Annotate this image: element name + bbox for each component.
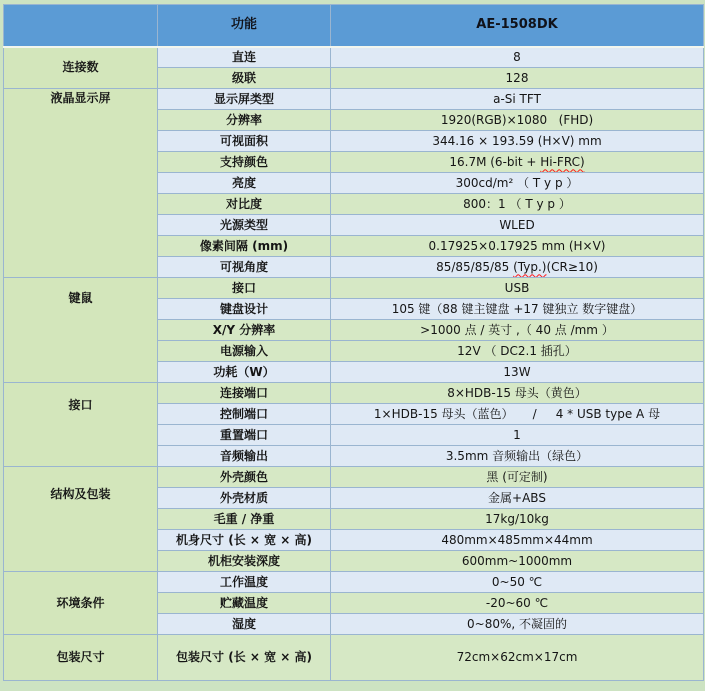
wavy-underline-text: Hi-FRC) (540, 154, 585, 169)
spec-cell: 贮藏温度 (158, 593, 331, 614)
category-cell-ports: 接口 (4, 383, 158, 467)
value-cell: 3.5mm 音频输出（绿色） (331, 446, 704, 467)
value-cell: 12V （ DC2.1 插孔） (331, 341, 704, 362)
spec-cell: 对比度 (158, 194, 331, 215)
spec-cell: 支持颜色 (158, 152, 331, 173)
table-row (4, 47, 704, 68)
table-row (4, 572, 704, 593)
spec-cell: 分辨率 (158, 110, 331, 131)
value-cell: 0.17925×0.17925 mm (H×V) (331, 236, 704, 257)
category-cell-lcd-display: 液晶显示屏 (4, 89, 158, 278)
spec-cell: 亮度 (158, 173, 331, 194)
spec-cell: X/Y 分辨率 (158, 320, 331, 341)
value-cell: 128 (331, 68, 704, 89)
value-cell: 480mm×485mm×44mm (331, 530, 704, 551)
value-cell: 0~80%, 不凝固的 (331, 614, 704, 635)
spec-cell: 音频输出 (158, 446, 331, 467)
value-cell: 8 (331, 47, 704, 68)
spec-cell: 湿度 (158, 614, 331, 635)
value-cell: 105 键（88 键主键盘 +17 键独立 数字键盘） (331, 299, 704, 320)
header-row (4, 5, 704, 47)
spec-cell: 可视面积 (158, 131, 331, 152)
spec-cell: 重置端口 (158, 425, 331, 446)
corner-header-cell (4, 5, 158, 47)
spec-cell: 光源类型 (158, 215, 331, 236)
table-row (4, 278, 704, 299)
spec-cell: 级联 (158, 68, 331, 89)
category-cell-package-size: 包装尺寸 (4, 635, 158, 681)
spec-cell: 显示屏类型 (158, 89, 331, 110)
spec-cell: 机身尺寸 (长 × 宽 × 高) (158, 530, 331, 551)
spec-cell: 直连 (158, 47, 331, 68)
spec-cell: 接口 (158, 278, 331, 299)
table-row (4, 635, 704, 681)
value-cell: USB (331, 278, 704, 299)
column-header-product-model: AE-1508DK (331, 5, 704, 47)
spec-cell: 键盘设计 (158, 299, 331, 320)
spec-cell: 控制端口 (158, 404, 331, 425)
table-row (4, 89, 704, 110)
category-cell-connections: 连接数 (4, 47, 158, 89)
value-cell: 17kg/10kg (331, 509, 704, 530)
category-cell-structure-packaging: 结构及包装 (4, 467, 158, 572)
category-cell-keyboard-mouse: 键鼠 (4, 278, 158, 383)
value-cell: 1920(RGB)×1080 (FHD) (331, 110, 704, 131)
value-cell: 0~50 ℃ (331, 572, 704, 593)
spec-cell: 机柜安装深度 (158, 551, 331, 572)
category-cell-environment: 环境条件 (4, 572, 158, 635)
value-cell: 黑 (可定制) (331, 467, 704, 488)
value-cell: 300cd/m² （ T y p ） (331, 173, 704, 194)
table-row (4, 467, 704, 488)
value-text: 16.7M (6-bit + (449, 154, 541, 169)
value-cell: -20~60 ℃ (331, 593, 704, 614)
wavy-underline-text: (Typ.) (513, 259, 547, 274)
spec-cell: 连接端口 (158, 383, 331, 404)
spec-cell: 毛重 / 净重 (158, 509, 331, 530)
column-header-function: 功能 (158, 5, 331, 47)
value-cell: WLED (331, 215, 704, 236)
value-cell: 金属+ABS (331, 488, 704, 509)
value-cell: 344.16 × 193.59 (H×V) mm (331, 131, 704, 152)
spec-cell: 工作温度 (158, 572, 331, 593)
spec-cell: 像素间隔 (mm) (158, 236, 331, 257)
spec-cell: 外壳材质 (158, 488, 331, 509)
spec-cell: 可视角度 (158, 257, 331, 278)
value-cell: 8×HDB-15 母头（黄色） (331, 383, 704, 404)
value-cell: 1×HDB-15 母头（蓝色） / 4 * USB type A 母 (331, 404, 704, 425)
value-text: 85/85/85/85 (436, 259, 514, 274)
spec-table (3, 4, 704, 681)
value-text: (CR≥10) (546, 259, 598, 274)
value-cell: a-Si TFT (331, 89, 704, 110)
value-cell: 72cm×62cm×17cm (331, 635, 704, 681)
spec-cell: 外壳颜色 (158, 467, 331, 488)
value-cell (331, 152, 704, 173)
value-cell: 1 (331, 425, 704, 446)
value-cell: 13W (331, 362, 704, 383)
value-cell: 600mm~1000mm (331, 551, 704, 572)
value-cell (331, 257, 704, 278)
spec-cell: 功耗（W） (158, 362, 331, 383)
table-row (4, 383, 704, 404)
value-cell: >1000 点 / 英寸 ,（ 40 点 /mm ） (331, 320, 704, 341)
spec-cell: 电源输入 (158, 341, 331, 362)
value-cell: 800：1 （ T y p ） (331, 194, 704, 215)
spec-cell: 包装尺寸 (长 × 宽 × 高) (158, 635, 331, 681)
